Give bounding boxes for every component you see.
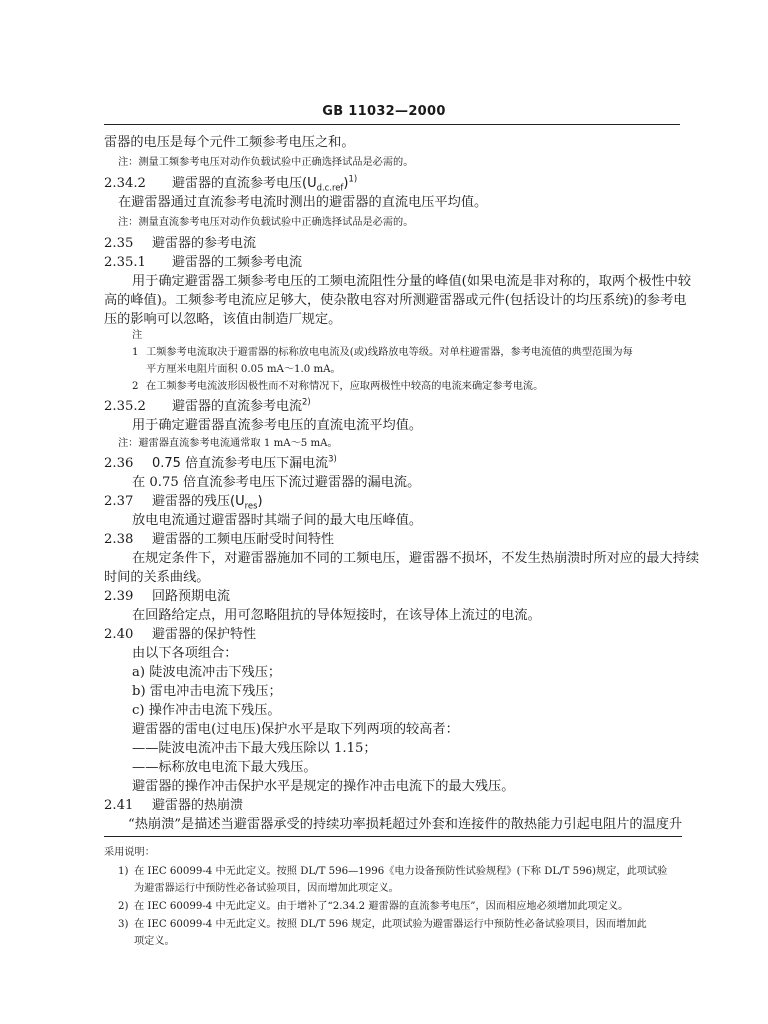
text-line: 雷器的电压是每个元件工频参考电压之和。 [104, 135, 355, 150]
note-line: 注：测量工频参考电压对动作负载试验中正确选择试品是必需的。 [118, 157, 414, 168]
text-line: 在规定条件下，对避雷器施加不同的工频电压，避雷器不损坏，不发生热崩溃时所对应的最大持续 [132, 551, 700, 566]
text-line: 避雷器的操作冲击保护水平是规定的操作冲击电流下的最大残压。 [132, 779, 515, 794]
footnote-mark: 3) [118, 919, 129, 930]
text-line: 高的峰值)。工频参考电流应足够大，使杂散电容对所测避雷器或元件(包括设计的均压系统)的参考电 [104, 293, 687, 308]
clause-title: 避雷器的直流参考电流$^{2)}$ [172, 396, 311, 414]
page-header-standard-number: GB 11032—2000 [322, 104, 446, 119]
clause-number: 2.41 [104, 798, 134, 813]
clause-title: 回路预期电流 [152, 589, 231, 604]
clause-title: 避雷器的残压$(U_{res})$ [152, 494, 263, 511]
clause-number: 2.35.2 [104, 399, 146, 414]
text-line: 在 0.75 倍直流参考电压下流过避雷器的漏电流。 [132, 475, 421, 490]
clause-number: 2.36 [104, 456, 134, 471]
note-line: 注：测量直流参考电压对动作负载试验中正确选择试品是必需的。 [118, 217, 414, 228]
note-label: 注 [132, 330, 143, 341]
clause-title: 避雷器的保护特性 [152, 627, 257, 642]
note-line: 在工频参考电流波形因极性而不对称情况下，应取两极性中较高的电流来确定参考电流。 [146, 381, 544, 392]
footnote-mark: 1) [118, 866, 129, 877]
footnote-text: 在 IEC 60099-4 中无此定义。按照 DL/T 596 规定，此项试验为避雷器运行中预防性必备试验项目，因而增加此 [134, 919, 647, 930]
note-line: 工频参考电流取决于避雷器的标称放电电流及(或)线路放电等级。对单柱避雷器，参考电流值的典型范围为每 [146, 347, 633, 358]
clause-number: 2.34.2 [104, 176, 146, 191]
footnote-text: 为避雷器运行中预防性必备试验项目，因而增加此项定义。 [134, 883, 399, 894]
clause-title: 避雷器的直流参考电压$(U_{d.c.ref})^{1)}$ [172, 173, 358, 193]
list-item: c) 操作冲击电流下残压。 [132, 703, 281, 718]
text-line: 在回路给定点，用可忽略阻抗的导体短接时，在该导体上流过的电流。 [132, 608, 541, 623]
text-line: 在避雷器通过直流参考电流时测出的避雷器的直流电压平均值。 [118, 195, 488, 210]
note-number: 1 [132, 347, 139, 358]
text-line: 压的影响可以忽略，该值由制造厂规定。 [104, 312, 342, 327]
footnote-rule [104, 836, 682, 837]
text-line: 放电电流通过避雷器时其端子间的最大电压峰值。 [132, 513, 423, 528]
clause-title: 避雷器的热崩溃 [152, 798, 244, 813]
clause-title: 避雷器的工频电压耐受时间特性 [152, 532, 335, 547]
footnote-text: 项定义。 [134, 936, 175, 947]
footnote-text: 在 IEC 60099-4 中无此定义。由于增补了“2.34.2 避雷器的直流参考电压”，因而相应地必须增加此项定义。 [134, 901, 629, 912]
clause-title: 0.75 倍直流参考电压下漏电流$^{3)}$ [152, 453, 337, 471]
clause-title: 避雷器的工频参考电流 [172, 255, 303, 270]
text-line: 用于确定避雷器工频参考电压的工频电流阻性分量的峰值(如果电流是非对称的，取两个极性中较 [132, 274, 692, 289]
text-line: 避雷器的雷电(过电压)保护水平是取下列两项的较高者： [132, 722, 459, 737]
text-line: 时间的关系曲线。 [104, 570, 210, 585]
clause-number: 2.38 [104, 532, 134, 547]
text-line: 由以下各项组合： [132, 646, 238, 661]
note-line: 平方厘米电阻片面积 0.05 mA～1.0 mA。 [146, 364, 341, 375]
clause-number: 2.35.1 [104, 255, 146, 270]
footnote-text: 在 IEC 60099-4 中无此定义。按照 DL/T 596—1996《电力设备预防性试验规程》(下称 DL/T 596)规定，此项试验 [134, 866, 668, 877]
footnote-heading: 采用说明： [104, 847, 155, 858]
clause-number: 2.40 [104, 627, 134, 642]
text-line: “热崩溃”是描述当避雷器承受的持续功率损耗超过外套和连接件的散热能力引起电阻片的温度升 [128, 817, 683, 832]
list-item: b) 雷电冲击电流下残压； [132, 684, 282, 699]
clause-number: 2.37 [104, 494, 134, 509]
clause-number: 2.35 [104, 236, 134, 251]
list-item: ——标称放电电流下最大残压。 [132, 760, 317, 775]
clause-number: 2.39 [104, 589, 134, 604]
list-item: ——陡波电流冲击下最大残压除以 1.15； [132, 741, 377, 756]
note-line: 注：避雷器直流参考电流通常取 1 mA～5 mA。 [118, 438, 338, 449]
header-rule [104, 124, 680, 125]
footnote-mark: 2) [118, 901, 129, 912]
text-line: 用于确定避雷器直流参考电压的直流电流平均值。 [132, 418, 423, 433]
list-item: a) 陡波电流冲击下残压； [132, 665, 282, 680]
clause-title: 避雷器的参考电流 [152, 236, 257, 251]
note-number: 2 [132, 381, 139, 392]
